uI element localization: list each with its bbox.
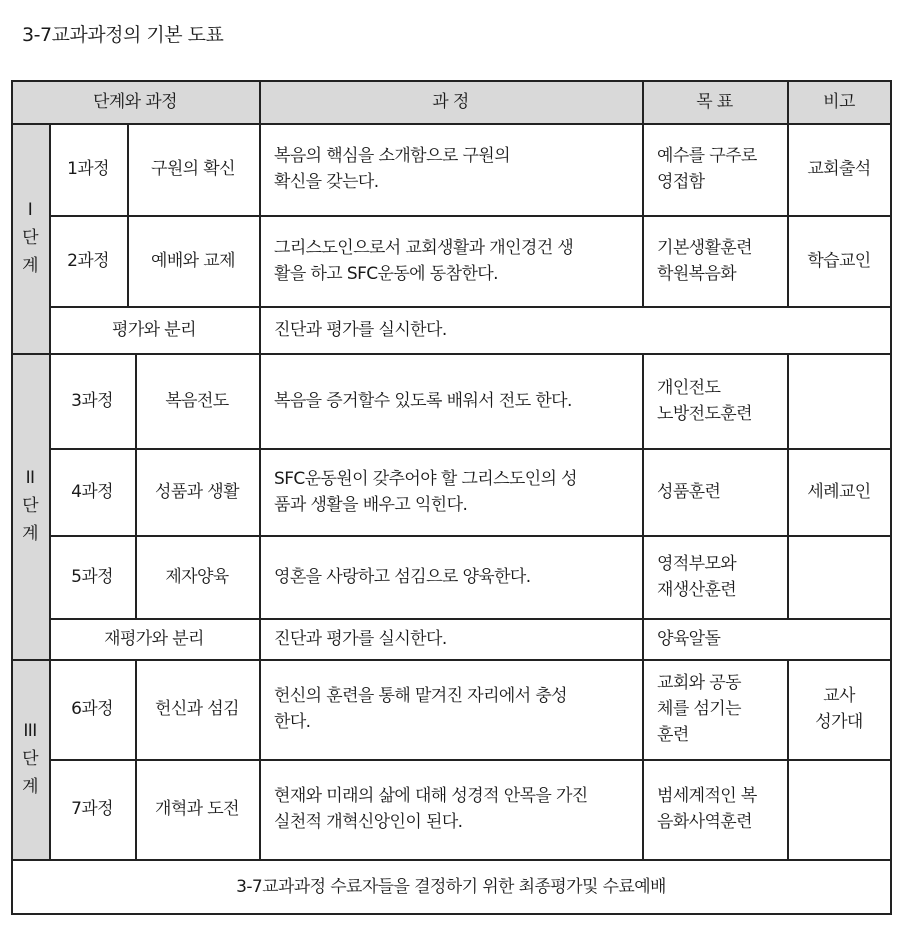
row-1-note: 교회출석 xyxy=(807,159,871,179)
vline-stage xyxy=(49,123,51,859)
border-right xyxy=(890,80,892,915)
stage-3-label xyxy=(11,659,49,859)
header-goal: 목 표 xyxy=(642,80,787,123)
row-7-desc: 현재와 미래의 삶에 대해 성경적 안목을 가진 실천적 개혁신앙인이 된다. xyxy=(274,786,588,832)
row-2-note: 학습교인 xyxy=(807,250,871,271)
vline-step-stage3 xyxy=(135,659,137,859)
hline-row1 xyxy=(49,215,891,217)
row-7-goal: 범세계적인 복 음화사역훈련 xyxy=(657,786,757,832)
header-stage-process: 단계와 과정 xyxy=(11,80,259,123)
row-5-note xyxy=(787,535,891,618)
evaluation-2-label: 재평가와 분리 xyxy=(104,628,204,649)
row-2-desc: 그리스도인으로서 교회생활과 개인경건 생 활을 하고 SFC운동에 동참한다. xyxy=(274,237,574,284)
row-4-desc: SFC운동원이 갖추어야 할 그리스도인의 성 품과 생활을 배우고 익힌다. xyxy=(274,468,578,515)
row-5-desc: 영혼을 사랑하고 섬김으로 양육한다. xyxy=(274,566,531,587)
vline-note-b xyxy=(787,353,789,618)
row-1-name: 구원의 확신 xyxy=(151,159,235,179)
evaluation-1-label: 평가와 분리 xyxy=(112,319,196,340)
row-7-note xyxy=(787,759,891,859)
hline-stage3 xyxy=(11,859,891,861)
stage-1-label xyxy=(11,123,49,353)
row-2-name: 예배와 교제 xyxy=(151,250,235,271)
stage-1-numeral: I xyxy=(27,200,33,220)
stage-2-label xyxy=(11,353,49,659)
border-top xyxy=(11,80,892,82)
stage-3-char2: 계 xyxy=(22,777,38,797)
hline-stage2 xyxy=(11,659,891,661)
row-2-step: 2과정 xyxy=(67,250,109,271)
row-4-goal: 성품훈련 xyxy=(657,481,721,502)
vline-note-c xyxy=(787,659,789,859)
row-3-note xyxy=(787,353,891,448)
row-1-desc: 복음의 핵심을 소개함으로 구원의 확신을 갖는다. xyxy=(274,146,510,192)
row-2-goal: 기본생활훈련 학원복음화 xyxy=(657,237,752,284)
vline-step-stage1 xyxy=(127,123,129,306)
stage-3-char1: 단 xyxy=(22,749,38,769)
row-1-step: 1과정 xyxy=(67,159,109,179)
vline-note-a xyxy=(787,80,789,306)
hline-row2 xyxy=(49,306,891,308)
row-4-name: 성품과 생활 xyxy=(155,481,239,502)
hline-row4 xyxy=(49,535,891,537)
row-6-note: 교사 성가대 xyxy=(815,686,863,732)
row-4-step: 4과정 xyxy=(71,481,113,502)
vline-goal-b xyxy=(642,353,644,859)
row-6-step: 6과정 xyxy=(71,699,113,719)
row-3-desc: 복음을 증거할수 있도록 배워서 전도 한다. xyxy=(274,390,572,411)
stage-2-numeral: II xyxy=(25,468,35,488)
border-left xyxy=(11,80,13,915)
row-4-note: 세례교인 xyxy=(807,481,871,502)
hline-row6 xyxy=(49,759,891,761)
row-3-step: 3과정 xyxy=(71,390,113,411)
row-5-step: 5과정 xyxy=(71,566,113,587)
stage-1-char1: 단 xyxy=(22,228,38,248)
vline-process xyxy=(259,80,261,859)
header-note: 비고 xyxy=(787,80,891,123)
vline-goal-a xyxy=(642,80,644,306)
stage-1-char2: 계 xyxy=(22,256,38,276)
table-footer: 3-7교과과정 수료자들을 결정하기 위한 최종평가및 수료예배 xyxy=(236,876,666,897)
hline-header xyxy=(11,123,891,125)
stage-3-numeral: III xyxy=(23,721,37,741)
row-6-desc: 헌신의 훈련을 통해 맡겨진 자리에서 충성 한다. xyxy=(274,686,567,732)
vline-step-stage2a xyxy=(135,353,137,618)
row-3-name: 복음전도 xyxy=(165,390,229,411)
evaluation-2-desc: 진단과 평가를 실시한다. xyxy=(274,628,447,649)
stage-2-char1: 단 xyxy=(22,496,38,516)
row-5-name: 제자양육 xyxy=(165,566,229,587)
row-6-name: 헌신과 섬김 xyxy=(155,699,239,719)
row-7-step: 7과정 xyxy=(71,799,113,819)
hline-row3 xyxy=(49,448,891,450)
hline-stage1 xyxy=(11,353,891,355)
evaluation-1-desc: 진단과 평가를 실시한다. xyxy=(274,319,447,340)
row-3-goal: 개인전도 노방전도훈련 xyxy=(657,377,752,424)
row-6-goal: 교회와 공동 체를 섬기는 훈련 xyxy=(657,673,741,745)
stage-2-char2: 계 xyxy=(22,524,38,544)
border-bottom xyxy=(11,913,892,915)
header-process: 과 정 xyxy=(259,80,642,123)
hline-row5 xyxy=(49,618,891,620)
evaluation-2-goal: 양육알돌 xyxy=(657,628,721,649)
document-title: 3-7교과과정의 기본 도표 xyxy=(22,24,224,46)
row-1-goal: 예수를 구주로 영접함 xyxy=(657,146,757,192)
row-7-name: 개혁과 도전 xyxy=(155,799,239,819)
row-5-goal: 영적부모와 재생산훈련 xyxy=(657,553,737,600)
